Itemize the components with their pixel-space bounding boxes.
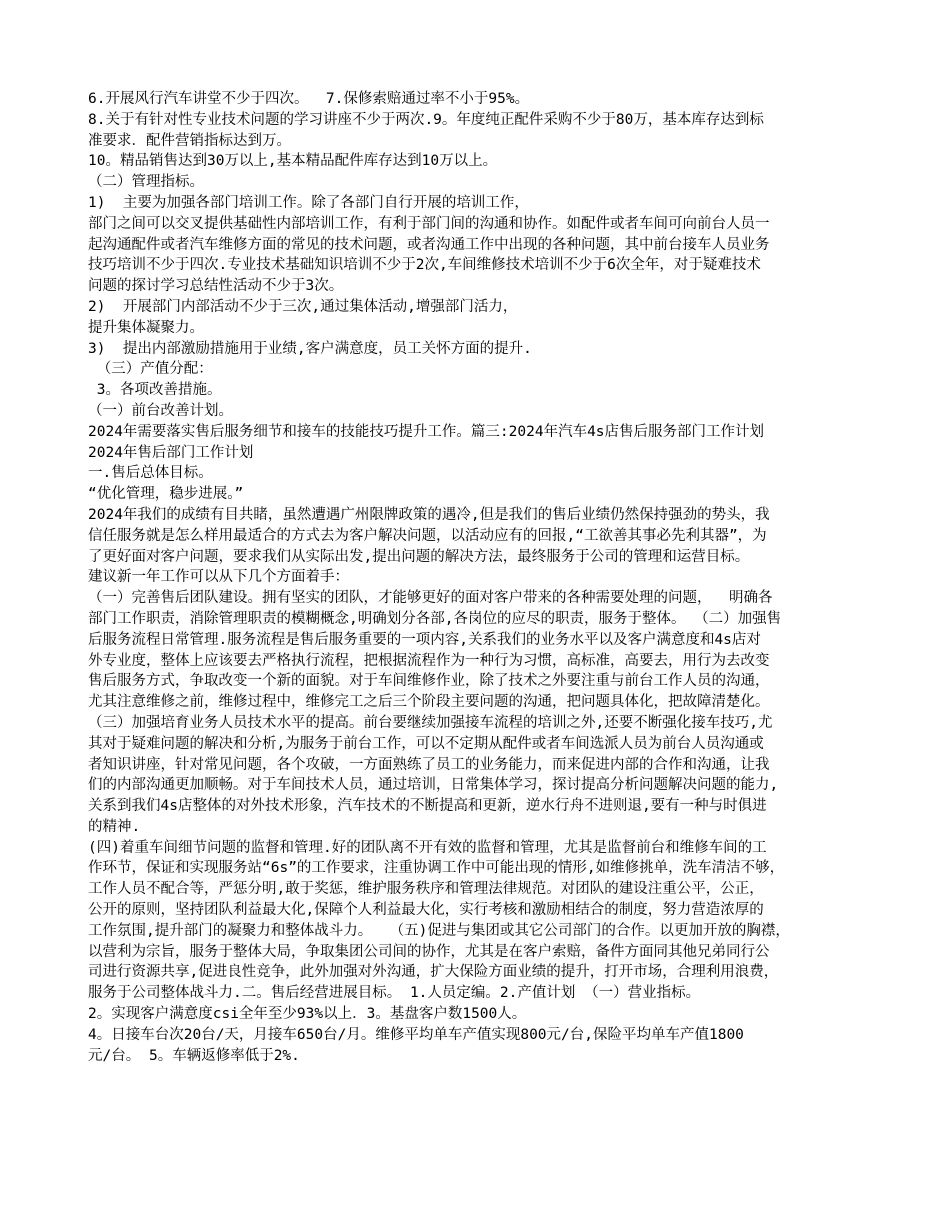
section-heading: （二）管理指标。 — [88, 174, 204, 191]
text-line: 作环节，保证和实现服务站“6s”的工作要求，注重协调工作中可能出现的情形,如维修挑单，洗车清洁不够， — [88, 860, 785, 877]
text-line: 技巧培训不少于四次.专业技术基础知识培训不少于2次,车间维修技术培训不少于6次全年，对于疑难技术 — [88, 257, 761, 274]
section-heading: （三）产值分配： — [88, 361, 213, 378]
text-line: 3) 提出内部激励措施用于业绩,客户满意度，员工关怀方面的提升. — [88, 340, 532, 357]
text-line: 的精神. — [88, 818, 141, 835]
text-line: 工作人员不配合等，严惩分明,敢于奖惩，维护服务秩序和管理法律规范。对团队的建设注重公平，公正， — [88, 881, 764, 898]
document-page — [88, 89, 863, 1066]
text-line: 问题的探讨学习总结性活动不少于3次。 — [88, 278, 344, 295]
section-heading: 一.售后总体目标。 — [88, 465, 213, 482]
text-line: 其对于疑难问题的解决和分析,为服务于前台工作，可以不定期从配件或者车间选派人员为前台人员沟通或 — [88, 735, 764, 752]
text-line: 后服务流程日常管理.服务流程是售后服务重要的一项内容,关系我们的业务水平以及客户满意度和4s店对 — [88, 631, 761, 648]
text-line: 者知识讲座，针对常见问题，各个攻破，一方面熟练了员工的业务能力，而来促进内部的合作和沟通，让我 — [88, 756, 770, 773]
text-line: 起沟通配件或者汽车维修方面的常见的技术问题，或者沟通工作中出现的各种问题，其中前台接车人员业务 — [88, 236, 770, 253]
text-line: 建议新一年工作可以从下几个方面着手： — [88, 569, 349, 586]
text-line: 外专业度，整体上应该要去严格执行流程，把根据流程作为一种行为习惯，高标准，高要去，用行为去改变 — [88, 652, 770, 669]
text-line: (四)着重车间细节问题的监督和管理.好的团队离不开有效的监督和管理，尤其是监督前台和维修车间的工 — [88, 839, 767, 856]
text-line: 4。日接车台次20台/天，月接车650台/月。维修平均单车产值实现800元/台,保险平均单车产值1800 — [88, 1026, 744, 1043]
text-line: 2024年需要落实售后服务细节和接车的技能技巧提升工作。篇三:2024年汽车4s店售后服务部门工作计划 — [88, 423, 765, 440]
text-line: 关系到我们4s店整体的对外技术形象，汽车技术的不断提高和更新，逆水行舟不进则退,要有一种与时俱进 — [88, 798, 767, 815]
section-heading: （一）前台改善计划。 — [88, 402, 233, 419]
text-line: 了更好面对客户问题，要求我们从实际出发,提出问题的解决方法，最终服务于公司的管理和运营目标。 — [88, 548, 750, 565]
text-line: 信任服务就是怎么样用最适合的方式去为客户解决问题，以活动应有的回报,“工欲善其事必先利其器”，为 — [88, 527, 767, 544]
section-heading: 2024年售后部门工作计划 — [88, 444, 254, 461]
text-line: 部门之间可以交叉提供基础性内部培训工作，有利于部门间的沟通和协作。如配件或者车间可向前台人员一 — [88, 215, 770, 232]
section-heading: 3。各项改善措施。 — [88, 382, 222, 399]
text-line: 尤其注意维修之前，维修过程中，维修完工之后三个阶段主要问题的沟通，把问题具体化，把故障清楚化。 — [88, 694, 770, 711]
text-line: 2024年我们的成绩有目共睹，虽然遭遇广州限牌政策的遇冷,但是我们的售后业绩仍然保持强劲的势头，我 — [88, 506, 770, 523]
text-line: 公开的原则，坚持团队利益最大化,保障个人利益最大化，实行考核和激励相结合的制度，努力营造浓厚的 — [88, 902, 764, 919]
text-line: 8.关于有针对性专业技术问题的学习讲座不少于两次.9。年度纯正配件采购不少于80万，基本库存达到标 — [88, 111, 764, 128]
text-line: （三）加强培育业务人员技术水平的提高。前台要继续加强接车流程的培训之外,还要不断强化接车技巧,尤 — [88, 714, 773, 731]
text-line: “优化管理，稳步进展。” — [88, 486, 244, 503]
text-line: 提升集体凝聚力。 — [88, 319, 204, 336]
text-line: 1) 主要为加强各部门培训工作。除了各部门自行开展的培训工作， — [88, 194, 529, 211]
text-line: 2。实现客户满意度csi全年至少93%以上．3。基盘客户数1500人。 — [88, 1006, 527, 1023]
text-line: 们的内部沟通更加顺畅。对于车间技术人员，通过培训，日常集体学习，探讨提高分析问题解决问题的能力, — [88, 777, 779, 794]
text-line: 元/台。 5。车辆返修率低于2%. — [88, 1047, 300, 1064]
text-line: 6.开展风行汽车讲堂不少于四次。 7.保修索赔通过率不小于95%。 — [88, 91, 530, 107]
text-line: 司进行资源共享,促进良性竞争，此外加强对外沟通，扩大保险方面业绩的提升，打开市场，合理利用浪费， — [88, 964, 779, 981]
text-line: 10。精品销售达到30万以上,基本精品配件库存达到10万以上。 — [88, 153, 498, 170]
text-line: 工作氛围,提升部门的凝聚力和整体战斗力。 （五)促进与集团或其它公司部门的合作。以更加开放的胸襟， — [88, 922, 790, 939]
text-line: 售后服务方式，争取改变一个新的面貌。对于车间维修作业，除了技术之外要注重与前台工作人员的沟通， — [88, 673, 770, 690]
text-line: 以营利为宗旨，服务于整体大局，争取集团公司间的协作，尤其是在客户索赔，备件方面同其他兄弟同行公 — [88, 943, 770, 960]
text-line: （一）完善售后团队建设。拥有坚实的团队，才能够更好的面对客户带来的各种需要处理的问题， 明确各 — [88, 590, 773, 607]
text-line: 准要求．配件营销指标达到万。 — [88, 132, 291, 149]
text-line: 服务于公司整体战斗力.二。售后经营进展目标。 1.人员定编。2.产值计划 （一）营业指标。 — [88, 985, 701, 1002]
text-line: 部门工作职责，消除管理职责的模糊概念,明确划分各部,各岗位的应尽的职责，服务于整体。 （二）加强售 — [88, 610, 782, 627]
text-line: 2) 开展部门内部活动不少于三次,通过集体活动,增强部门活力， — [88, 298, 518, 315]
